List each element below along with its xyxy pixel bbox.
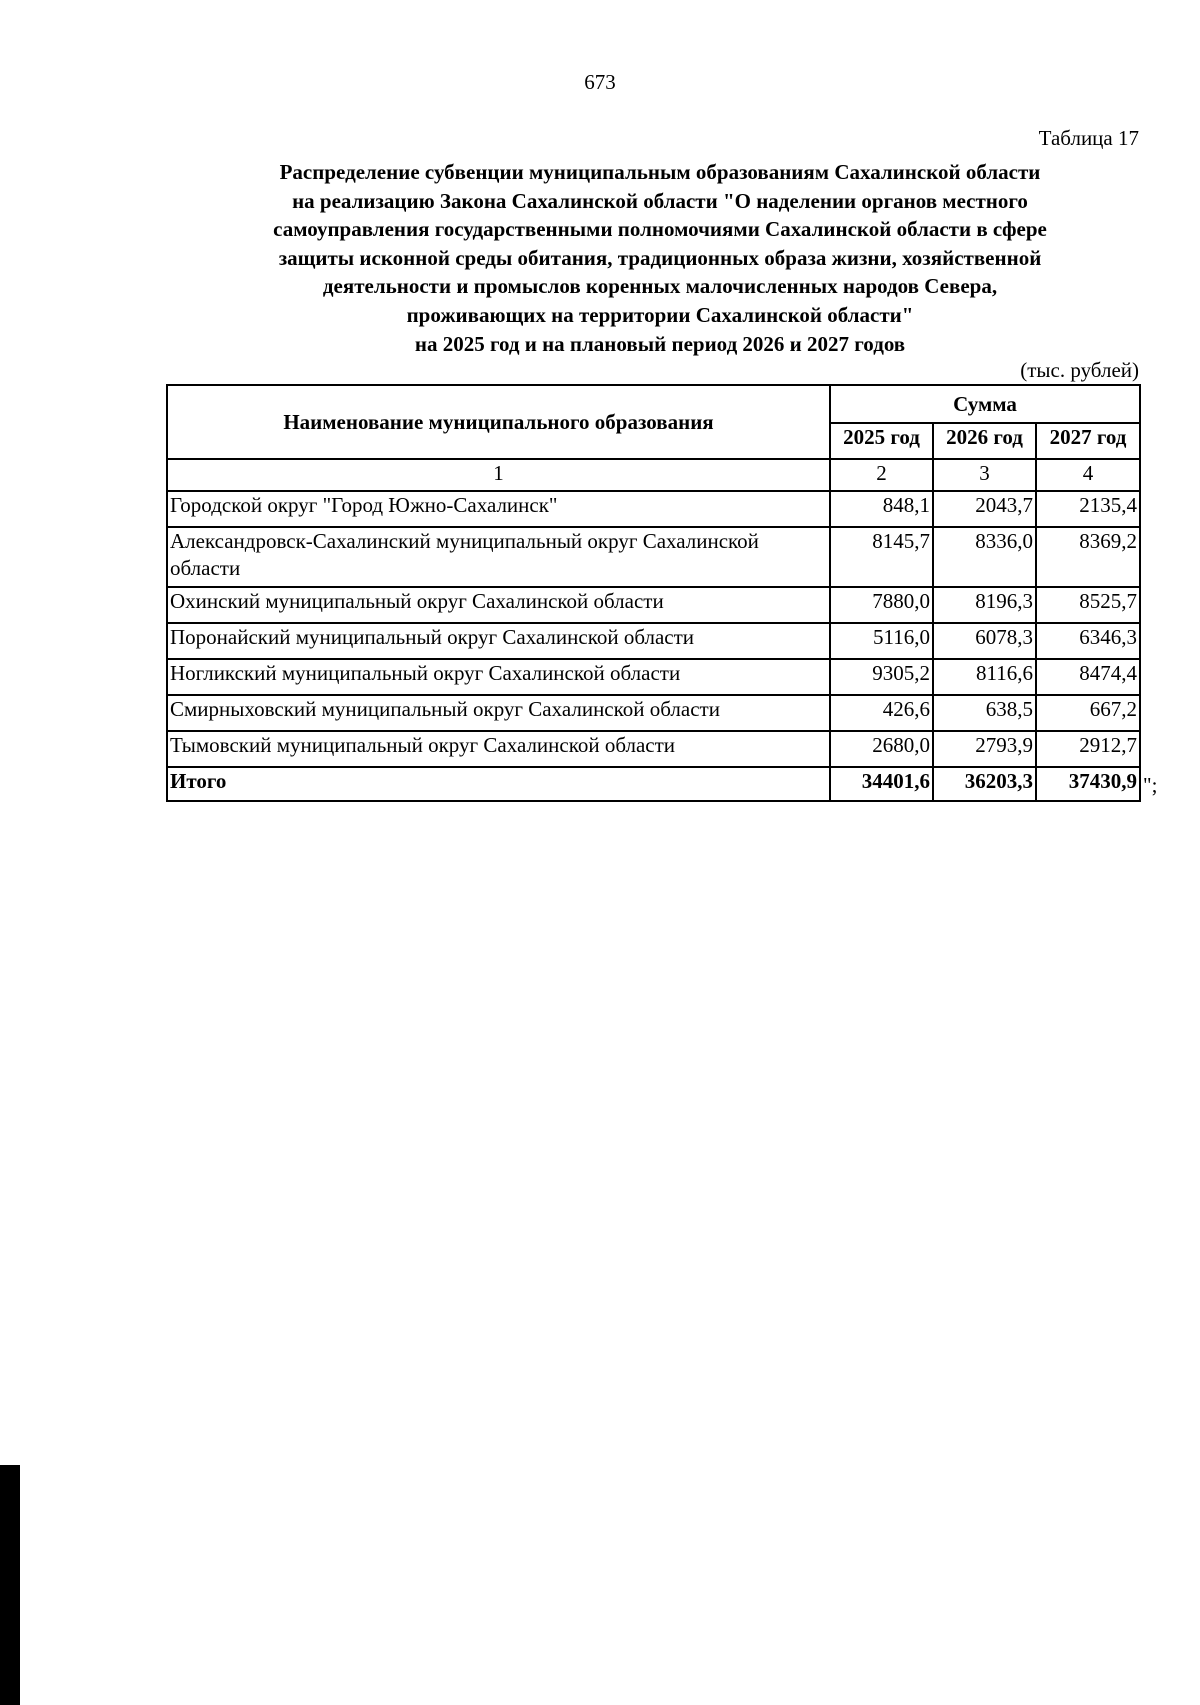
amount-2025: 848,1 xyxy=(830,491,933,527)
table-row xyxy=(167,659,1140,695)
title-line: на реализацию Закона Сахалинской области "О наделении органов местного xyxy=(292,188,1028,213)
header-name: Наименование муниципального образования xyxy=(167,385,830,459)
closing-quote-mark: "; xyxy=(1143,773,1158,797)
total-row xyxy=(167,767,1140,801)
amount-2027: 2912,7 xyxy=(1036,731,1140,767)
municipality-name: Ногликский муниципальный округ Сахалинской области xyxy=(167,659,830,695)
municipality-name: Городской округ "Город Южно-Сахалинск" xyxy=(167,491,830,527)
municipality-name: Смирныховский муниципальный округ Сахалинской области xyxy=(167,695,830,731)
amount-2026: 8196,3 xyxy=(933,587,1036,623)
municipality-name: Поронайский муниципальный округ Сахалинской области xyxy=(167,623,830,659)
amount-2025: 9305,2 xyxy=(830,659,933,695)
municipality-name: Александровск-Сахалинский муниципальный округ Сахалинской области xyxy=(167,527,830,587)
total-2027: 37430,9 xyxy=(1036,767,1140,801)
column-number: 1 xyxy=(167,459,830,491)
table-row xyxy=(167,527,1140,587)
column-number: 4 xyxy=(1036,459,1140,491)
amount-2027: 2135,4 xyxy=(1036,491,1140,527)
column-number-row xyxy=(167,459,1140,491)
amount-2027: 6346,3 xyxy=(1036,623,1140,659)
title-line: защиты исконной среды обитания, традиционных образа жизни, хозяйственной xyxy=(278,245,1042,270)
table-row xyxy=(167,491,1140,527)
amount-2026: 2793,9 xyxy=(933,731,1036,767)
column-number: 3 xyxy=(933,459,1036,491)
header-year: 2027 год xyxy=(1036,423,1140,459)
total-2025: 34401,6 xyxy=(830,767,933,801)
table-row xyxy=(167,695,1140,731)
header-year: 2026 год xyxy=(933,423,1036,459)
header-year: 2025 год xyxy=(830,423,933,459)
title-line: на 2025 год и на плановый период 2026 и 2027 годов xyxy=(414,331,906,356)
table-label: Таблица 17 xyxy=(1038,126,1139,150)
amount-2025: 5116,0 xyxy=(830,623,933,659)
amount-2027: 8474,4 xyxy=(1036,659,1140,695)
amount-2027: 8525,7 xyxy=(1036,587,1140,623)
title-line: деятельности и промыслов коренных малочисленных народов Севера, xyxy=(322,274,998,299)
table-row xyxy=(167,731,1140,767)
total-2026: 36203,3 xyxy=(933,767,1036,801)
units-label: (тыс. рублей) xyxy=(1020,358,1139,382)
amount-2025: 2680,0 xyxy=(830,731,933,767)
title-line: самоуправления государственными полномочиями Сахалинской области в сфере xyxy=(273,217,1047,242)
total-label: Итого xyxy=(167,767,830,801)
amount-2027: 667,2 xyxy=(1036,695,1140,731)
municipality-name: Тымовский муниципальный округ Сахалинской области xyxy=(167,731,830,767)
amount-2025: 426,6 xyxy=(830,695,933,731)
page-number: 673 xyxy=(584,70,616,94)
table-row xyxy=(167,623,1140,659)
amount-2025: 7880,0 xyxy=(830,587,933,623)
amount-2026: 6078,3 xyxy=(933,623,1036,659)
municipality-name: Охинский муниципальный округ Сахалинской области xyxy=(167,587,830,623)
amount-2026: 638,5 xyxy=(933,695,1036,731)
title-line: проживающих на территории Сахалинской области" xyxy=(406,302,914,327)
table-row xyxy=(167,587,1140,623)
title-line: Распределение субвенции муниципальным образованиям Сахалинской области xyxy=(279,160,1041,184)
table-title xyxy=(160,158,1160,358)
subvention-table xyxy=(166,384,1141,802)
amount-2025: 8145,7 xyxy=(830,527,933,587)
amount-2026: 8336,0 xyxy=(933,527,1036,587)
header-sum: Сумма xyxy=(830,385,1140,423)
scan-edge-bar xyxy=(0,1465,20,1705)
column-number: 2 xyxy=(830,459,933,491)
amount-2026: 2043,7 xyxy=(933,491,1036,527)
amount-2026: 8116,6 xyxy=(933,659,1036,695)
amount-2027: 8369,2 xyxy=(1036,527,1140,587)
